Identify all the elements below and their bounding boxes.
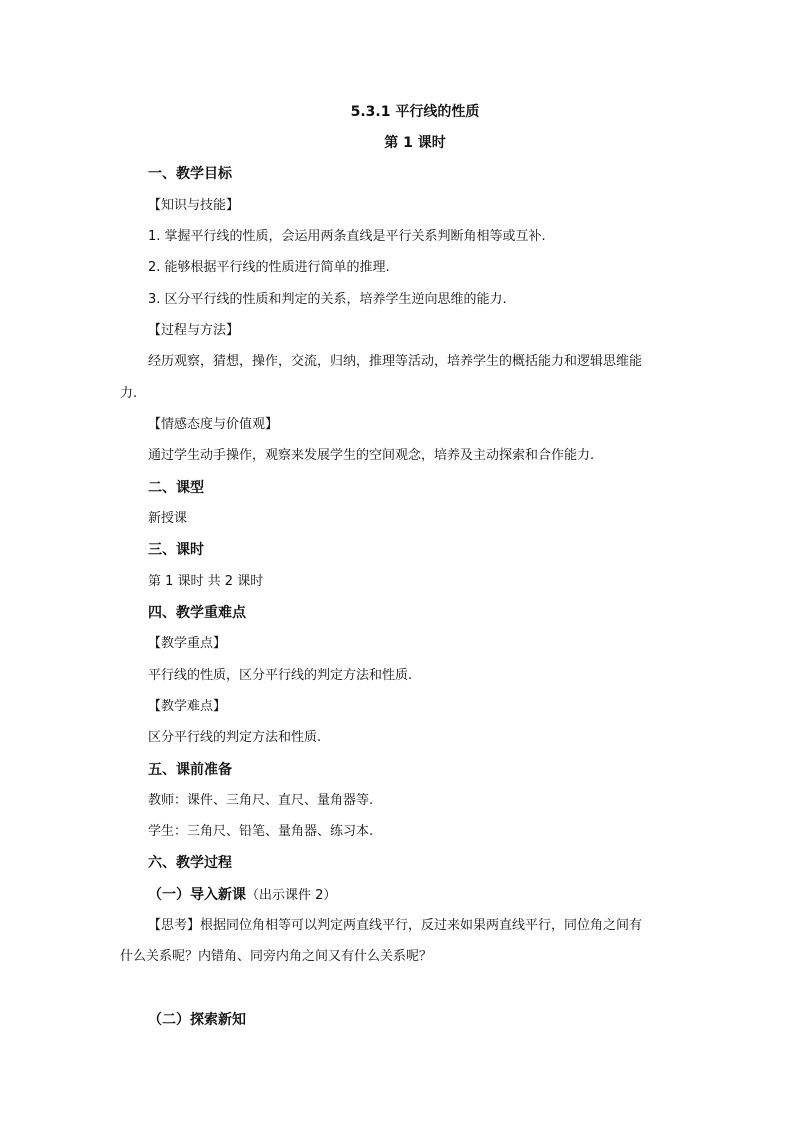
section-heading-key-difficult: 四、教学重难点 bbox=[148, 605, 246, 621]
teacher-preparation: 教师：课件、三角尺、直尺、量角器等. bbox=[148, 793, 374, 808]
process-text-line-2: 力. bbox=[120, 386, 138, 401]
emotion-text: 通过学生动手操作，观察来发展学生的空间观念，培养及主动探索和合作能力. bbox=[148, 448, 595, 463]
section-heading-objectives: 一、教学目标 bbox=[148, 166, 232, 182]
objective-item-2: 2. 能够根据平行线的性质进行简单的推理. bbox=[148, 260, 390, 275]
subsection-explore: （二）探索新知 bbox=[148, 1012, 246, 1028]
think-line-1 bbox=[148, 917, 642, 935]
label-key-points: 【教学重点】 bbox=[148, 636, 227, 651]
objective-item-1: 1. 掌握平行线的性质，会运用两条直线是平行关系判断角相等或互补. bbox=[148, 229, 546, 244]
lesson-subtitle: 第 1 课时 bbox=[384, 135, 446, 151]
subsection-introduction bbox=[148, 886, 336, 905]
subsection-introduction-note: （出示课件 2） bbox=[246, 888, 337, 903]
process-text-line-1: 经历观察，猜想，操作，交流，归纳，推理等活动，培养学生的概括能力和逻辑思维能 bbox=[148, 354, 643, 369]
subsection-introduction-title: （一）导入新课 bbox=[148, 887, 246, 903]
think-label: 【思考】 bbox=[148, 918, 201, 933]
periods-text: 第 1 课时 共 2 课时 bbox=[148, 574, 264, 589]
label-knowledge-skills: 【知识与技能】 bbox=[148, 198, 240, 213]
section-heading-lesson-type: 二、课型 bbox=[148, 480, 204, 496]
document-title: 5.3.1 平行线的性质 bbox=[350, 104, 480, 120]
student-preparation: 学生：三角尺、铅笔、量角器、练习本. bbox=[148, 824, 374, 839]
objective-item-3: 3. 区分平行线的性质和判定的关系，培养学生逆向思维的能力. bbox=[148, 292, 507, 307]
label-difficult-points: 【教学难点】 bbox=[148, 699, 227, 714]
label-process-methods: 【过程与方法】 bbox=[148, 323, 240, 338]
lesson-type-text: 新授课 bbox=[148, 511, 188, 526]
think-text-line-1: 根据同位角相等可以判定两直线平行，反过来如果两直线平行，同位角之间有 bbox=[200, 918, 643, 933]
think-text-line-2: 什么关系呢？内错角、同旁内角之间又有什么关系呢？ bbox=[120, 949, 433, 964]
label-emotion-values: 【情感态度与价值观】 bbox=[148, 417, 279, 432]
section-heading-periods: 三、课时 bbox=[148, 542, 204, 558]
section-heading-teaching-process: 六、教学过程 bbox=[148, 855, 232, 871]
difficult-points-text: 区分平行线的判定方法和性质. bbox=[148, 730, 322, 745]
key-points-text: 平行线的性质，区分平行线的判定方法和性质. bbox=[148, 668, 413, 683]
section-heading-preparation: 五、课前准备 bbox=[148, 762, 232, 778]
